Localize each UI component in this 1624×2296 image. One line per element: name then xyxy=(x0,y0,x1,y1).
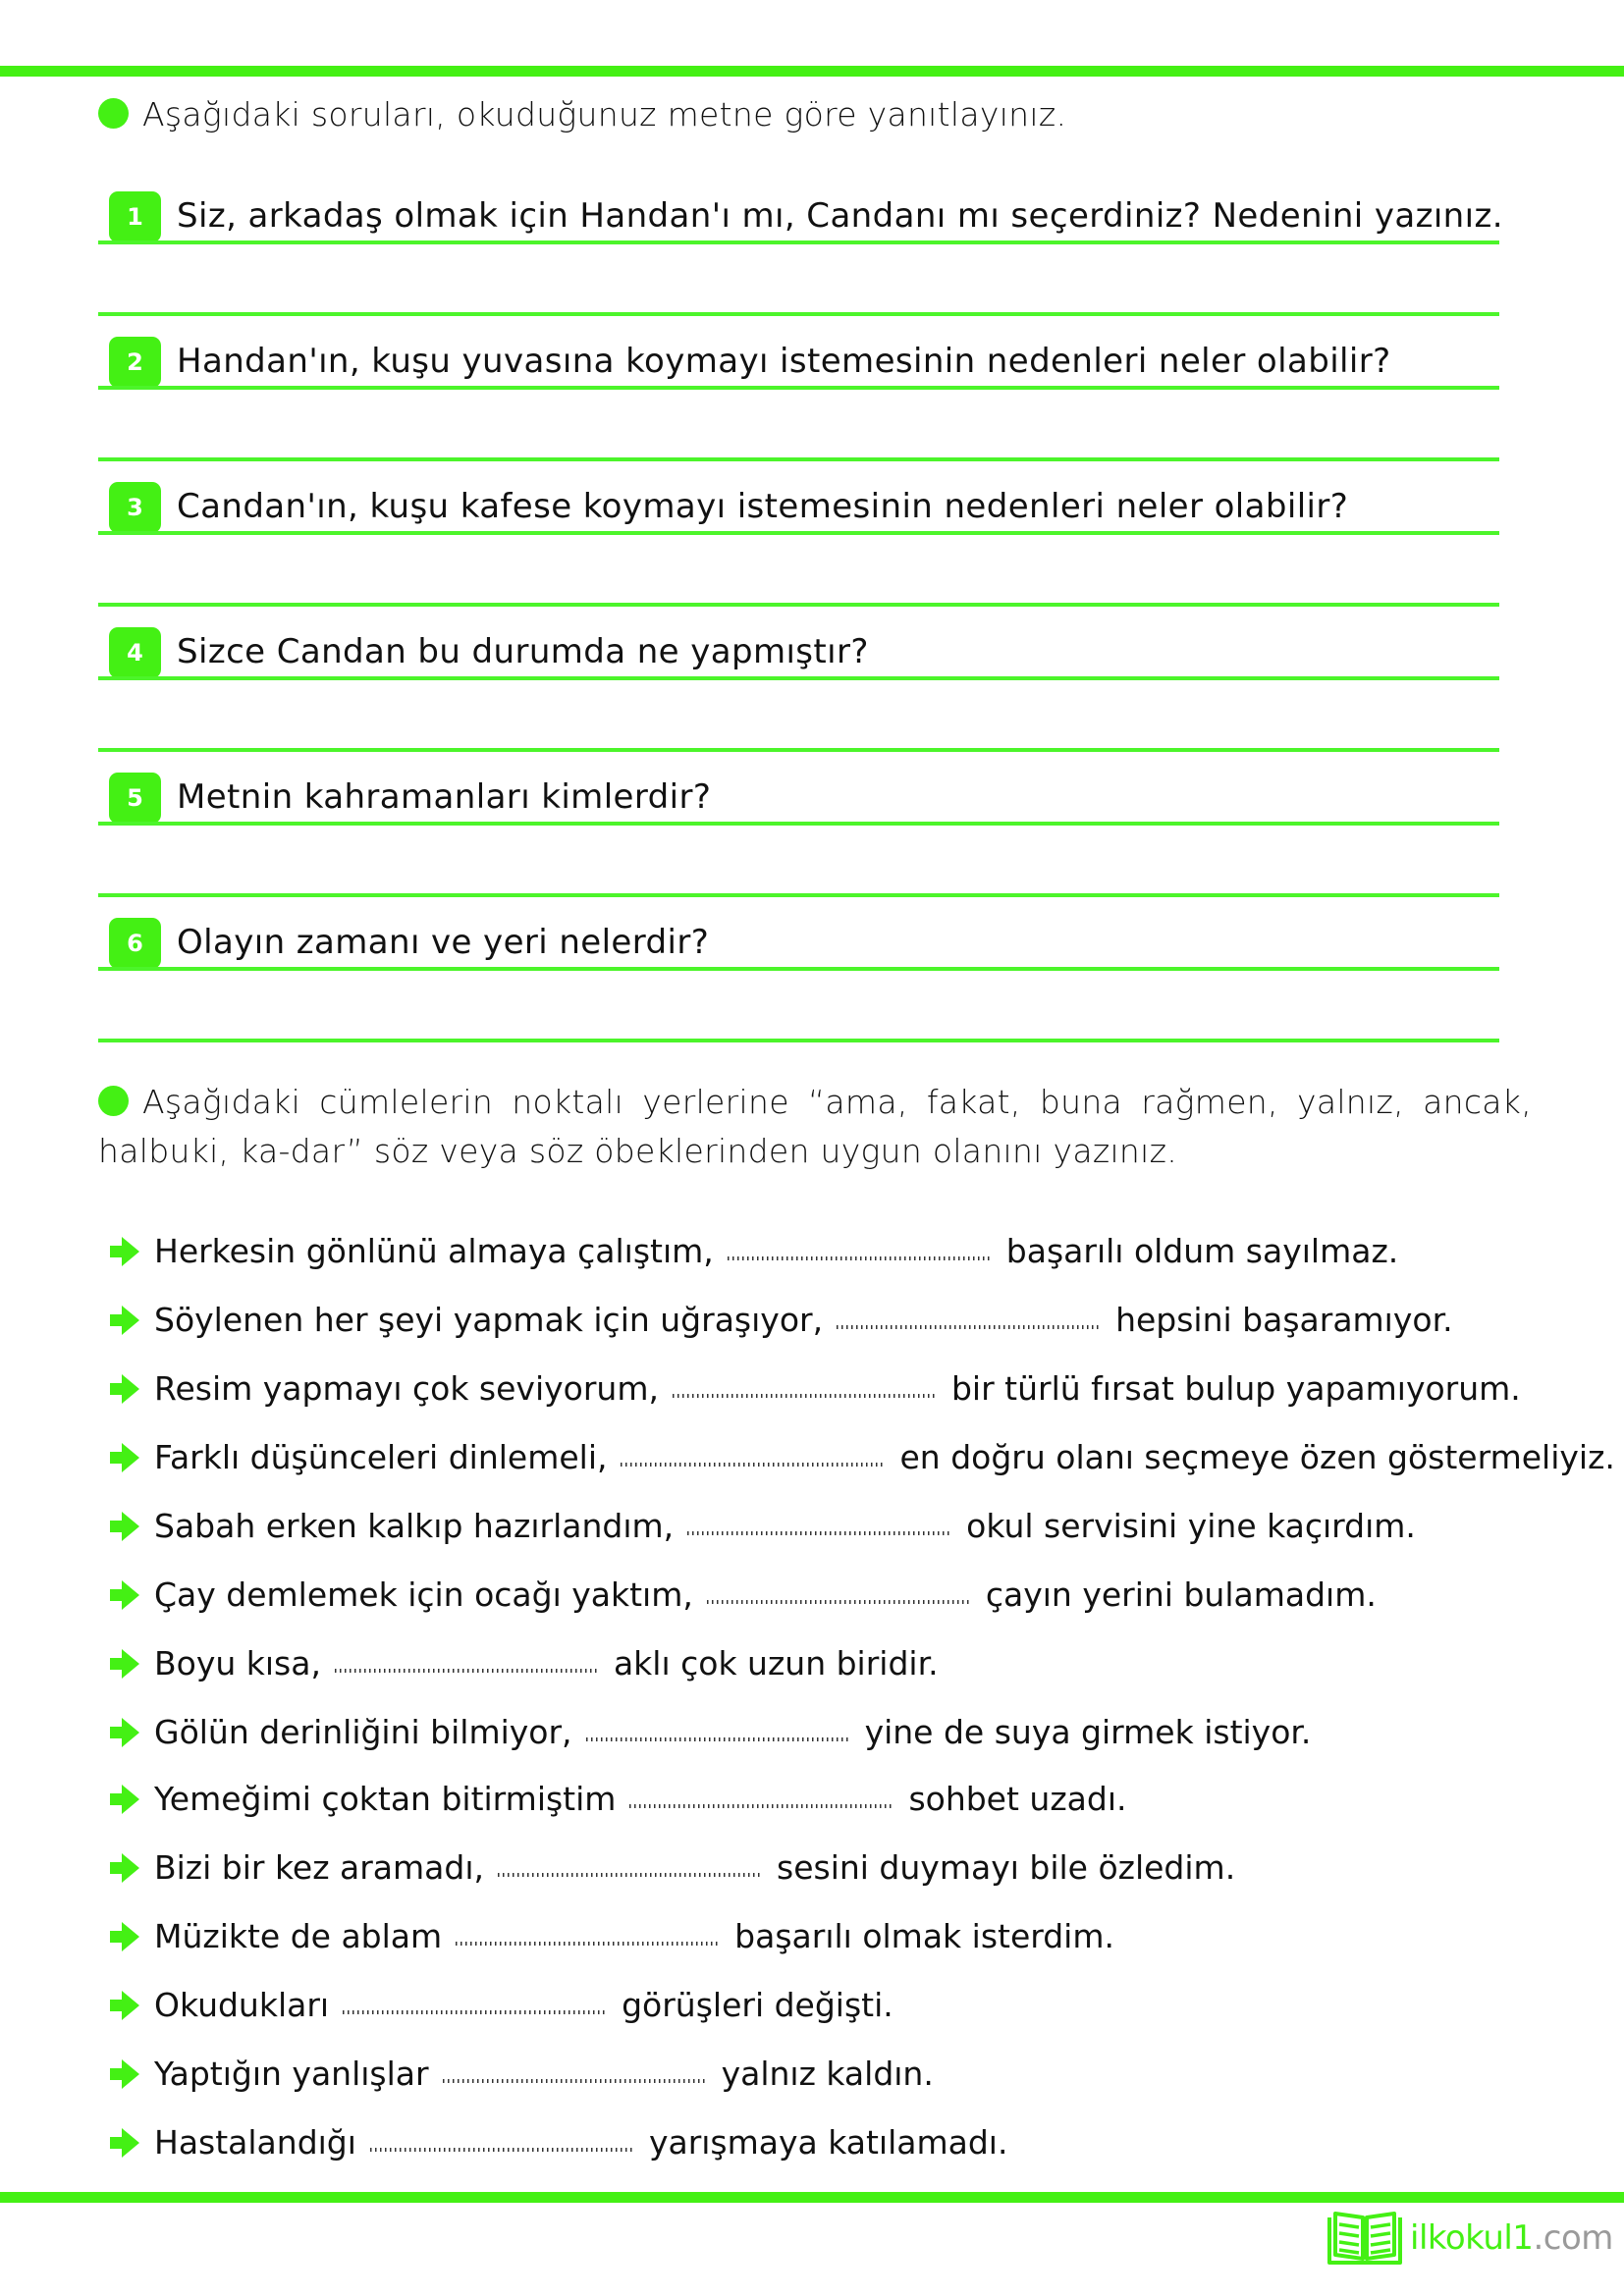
question-text: Candan'ın, kuşu kafese koymayı istemesinin nedenleri neler olabilir? xyxy=(177,487,1349,526)
bullet-dot-icon xyxy=(98,1086,129,1116)
dotted-blank[interactable] xyxy=(335,1669,600,1673)
section2-instruction-text: Aşağıdaki cümlelerin noktalı yerlerine “ama, fakat, buna rağmen, yalnız, ancak, halbuki, ka-dar” söz veya söz öbeklerinden uygun olanını yazınız. xyxy=(98,1083,1532,1170)
sentence-after: aklı çok uzun biridir. xyxy=(613,1644,939,1682)
dotted-blank[interactable] xyxy=(629,1804,894,1808)
brand-domain: .com xyxy=(1533,2218,1613,2258)
sentence-before: Hastalandığı xyxy=(154,2123,356,2162)
footer-green-bar xyxy=(0,2192,1624,2203)
arrow-right-icon xyxy=(108,1647,141,1681)
sentence-before: Farklı düşünceleri dinlemeli, xyxy=(154,1438,608,1476)
dotted-blank[interactable] xyxy=(370,2148,635,2152)
sentence-after: başarılı olmak isterdim. xyxy=(734,1917,1114,1955)
arrow-right-icon xyxy=(108,1441,141,1474)
sentence-after: çayın yerini bulamadım. xyxy=(985,1575,1377,1614)
dotted-blank[interactable] xyxy=(343,2010,608,2014)
question-text: Olayın zamanı ve yeri nelerdir? xyxy=(177,923,710,962)
question-underline xyxy=(98,240,1499,244)
dotted-blank[interactable] xyxy=(687,1531,952,1535)
arrow-right-icon xyxy=(108,1510,141,1543)
sentence-after: görüşleri değişti. xyxy=(622,1986,893,2024)
question-number-badge: 6 xyxy=(109,918,161,969)
arrow-right-icon xyxy=(108,1851,141,1885)
arrow-right-icon xyxy=(108,1920,141,1953)
arrow-right-icon xyxy=(108,1783,141,1816)
question-underline xyxy=(98,822,1499,826)
answer-line[interactable] xyxy=(98,312,1499,316)
sentence-before: Bizi bir kez aramadı, xyxy=(154,1848,484,1887)
answer-line[interactable] xyxy=(98,457,1499,461)
item-sentence xyxy=(154,1639,939,1688)
sentence-after: yalnız kaldın. xyxy=(721,2055,934,2093)
question-row xyxy=(98,317,1499,390)
arrow-right-icon xyxy=(108,2126,141,2160)
dotted-blank[interactable] xyxy=(707,1600,972,1604)
dotted-blank[interactable] xyxy=(837,1325,1102,1329)
question-number-badge: 3 xyxy=(109,482,161,533)
question-text: Metnin kahramanları kimlerdir? xyxy=(177,777,712,817)
sentence-before: Sabah erken kalkıp hazırlandım, xyxy=(154,1507,675,1545)
sentence-after: bir türlü fırsat bulup yapamıyorum. xyxy=(950,1369,1521,1408)
item-sentence xyxy=(154,1571,1377,1620)
sentence-after: en doğru olanı seçmeye özen göstermeliyiz. xyxy=(899,1438,1615,1476)
item-sentence xyxy=(154,1912,1114,1961)
sentence-before: Çay demlemek için ocağı yaktım, xyxy=(154,1575,693,1614)
item-sentence xyxy=(154,2118,1007,2167)
sentence-before: Yemeğimi çoktan bitirmiştim xyxy=(154,1780,617,1818)
sentence-before: Herkesin gönlünü almaya çalıştım, xyxy=(154,1232,714,1270)
sentence-after: yarışmaya katılamadı. xyxy=(648,2123,1008,2162)
dotted-blank[interactable] xyxy=(728,1256,993,1260)
item-sentence xyxy=(154,1296,1453,1345)
dotted-blank[interactable] xyxy=(586,1737,851,1741)
question-number-badge: 2 xyxy=(109,337,161,388)
question-number-badge: 4 xyxy=(109,627,161,678)
brand-name xyxy=(1410,2218,1613,2258)
item-sentence xyxy=(154,1433,1615,1482)
item-sentence xyxy=(154,1843,1235,1893)
answer-line[interactable] xyxy=(98,893,1499,897)
sentence-after: sesini duymayı bile özledim. xyxy=(777,1848,1236,1887)
question-row xyxy=(98,898,1499,971)
answer-line[interactable] xyxy=(98,1039,1499,1042)
arrow-right-icon xyxy=(108,1304,141,1337)
dotted-blank[interactable] xyxy=(443,2079,708,2083)
sentence-before: Boyu kısa, xyxy=(154,1644,321,1682)
section1-instruction xyxy=(98,90,1532,139)
open-book-icon xyxy=(1326,2210,1404,2267)
item-sentence xyxy=(154,1227,1398,1276)
sentence-before: Gölün derinliğini bilmiyor, xyxy=(154,1713,572,1751)
question-number-badge: 1 xyxy=(109,191,161,242)
item-sentence xyxy=(154,2050,934,2099)
question-row xyxy=(98,172,1503,244)
arrow-right-icon xyxy=(108,1578,141,1612)
item-sentence xyxy=(154,1364,1521,1414)
sentence-before: Okudukları xyxy=(154,1986,330,2024)
sentence-after: okul servisini yine kaçırdım. xyxy=(966,1507,1416,1545)
site-logo xyxy=(1326,2209,1613,2268)
dotted-blank[interactable] xyxy=(456,1942,721,1946)
brand-text: ilkokul1 xyxy=(1410,2218,1534,2258)
question-row xyxy=(98,608,1499,680)
bullet-dot-icon xyxy=(98,98,129,129)
arrow-right-icon xyxy=(108,2057,141,2091)
sentence-after: yine de suya girmek istiyor. xyxy=(864,1713,1312,1751)
question-underline xyxy=(98,676,1499,680)
sentence-after: hepsini başaramıyor. xyxy=(1115,1301,1453,1339)
dotted-blank[interactable] xyxy=(621,1463,886,1467)
sentence-before: Yaptığın yanlışlar xyxy=(154,2055,429,2093)
question-text: Siz, arkadaş olmak için Handan'ı mı, Candanı mı seçerdiniz? Nedenini yazınız. xyxy=(177,196,1503,236)
section2-instruction xyxy=(98,1078,1532,1176)
sentence-after: sohbet uzadı. xyxy=(908,1780,1127,1818)
question-underline xyxy=(98,386,1499,390)
answer-line[interactable] xyxy=(98,748,1499,752)
sentence-before: Resim yapmayı çok seviyorum, xyxy=(154,1369,659,1408)
question-text: Handan'ın, kuşu yuvasına koymayı istemesinin nedenleri neler olabilir? xyxy=(177,342,1391,381)
question-underline xyxy=(98,967,1499,971)
question-text: Sizce Candan bu durumda ne yapmıştır? xyxy=(177,632,869,671)
item-sentence xyxy=(154,1981,893,2030)
dotted-blank[interactable] xyxy=(498,1873,763,1877)
arrow-right-icon xyxy=(108,1372,141,1406)
sentence-before: Müzikte de ablam xyxy=(154,1917,443,1955)
item-sentence xyxy=(154,1775,1126,1824)
section1-instruction-text: Aşağıdaki soruları, okuduğunuz metne göre yanıtlayınız. xyxy=(142,95,1067,133)
header-green-bar xyxy=(0,66,1624,77)
item-sentence xyxy=(154,1708,1311,1757)
sentence-before: Söylenen her şeyi yapmak için uğraşıyor, xyxy=(154,1301,824,1339)
question-row xyxy=(98,462,1499,535)
question-number-badge: 5 xyxy=(109,773,161,824)
arrow-right-icon xyxy=(108,1235,141,1268)
sentence-after: başarılı oldum sayılmaz. xyxy=(1005,1232,1399,1270)
question-row xyxy=(98,753,1499,826)
arrow-right-icon xyxy=(108,1716,141,1749)
arrow-right-icon xyxy=(108,1989,141,2022)
question-underline xyxy=(98,531,1499,535)
item-sentence xyxy=(154,1502,1416,1551)
answer-line[interactable] xyxy=(98,603,1499,607)
dotted-blank[interactable] xyxy=(673,1394,938,1398)
